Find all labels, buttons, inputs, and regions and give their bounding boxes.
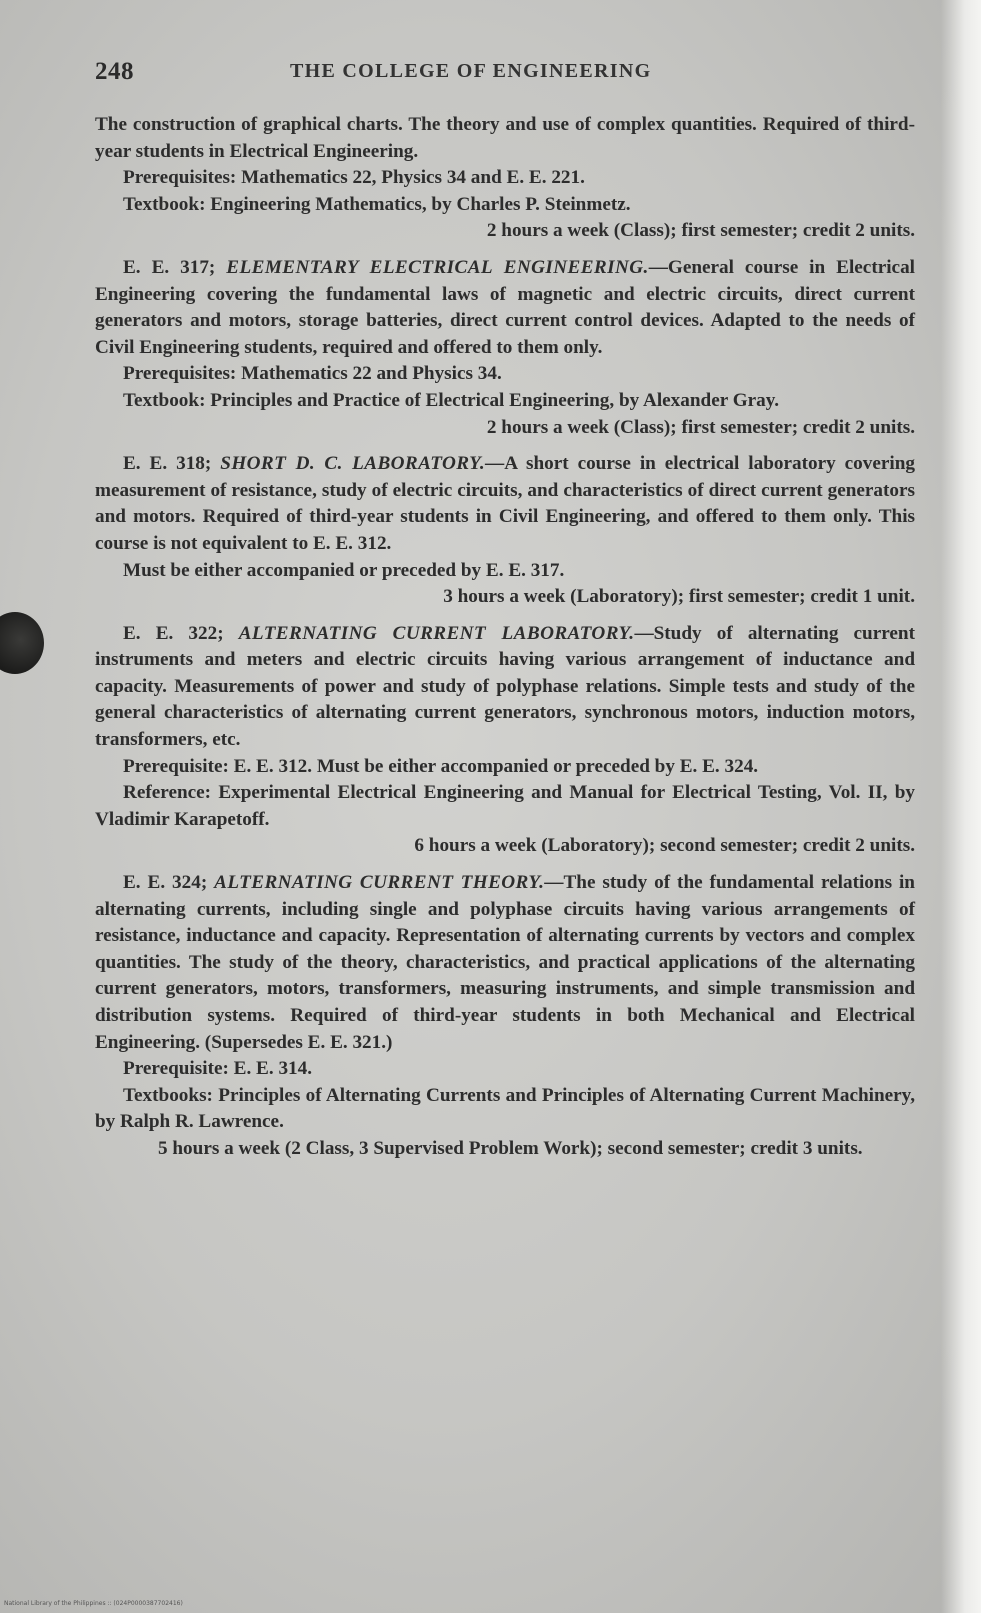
library-credit: National Library of the Philippines :: (024P0000387702416) <box>4 1600 183 1607</box>
prerequisites-line: Prerequisite: E. E. 312. Must be either accompanied or preceded by E. E. 324. <box>123 755 759 777</box>
course-description: —Study of alternating current instruments and meters and electric circuits having various arrangement of inductance and capacity. Measurements of power and study of polyphase relations. Simple tests and study of the general characteristics of alternating current generators, synchronous motors, induction motors, transformers, etc. <box>95 622 915 751</box>
course-title: ELEMENTARY ELECTRICAL ENGINEERING. <box>226 256 649 278</box>
course-title: ALTERNATING CURRENT THEORY. <box>214 872 545 894</box>
reference-line: Reference: Experimental Electrical Engineering and Manual for Electrical Testing, Vol. II, by Vladimir Karapetoff. <box>95 782 915 830</box>
course-ee318 <box>95 451 915 557</box>
hours-line: 2 hours a week (Class); first semester; credit 2 units. <box>486 220 915 242</box>
course-code: E. E. 322; <box>123 622 224 644</box>
page-edge-highlight <box>941 0 981 1613</box>
prerequisites-line: Prerequisites: Mathematics 22, Physics 34 and E. E. 221. <box>123 167 585 189</box>
course-description: —A short course in electrical laboratory covering measurement of resistance, study of electric circuits, and characteristics of direct current generators and motors. Required of third-year students in Civil Engineering, and offered to them only. This course is not equivalent to E. E. 312. <box>95 453 915 554</box>
page-number: 248 <box>95 58 134 85</box>
note-line: Must be either accompanied or preceded by E. E. 317. <box>123 559 565 581</box>
page-body <box>95 112 915 1163</box>
course-title: SHORT D. C. LABORATORY. <box>220 453 486 475</box>
course-code: E. E. 324; <box>123 872 208 894</box>
textbook-line: Textbook: Principles and Practice of Electrical Engineering, by Alexander Gray. <box>123 389 780 411</box>
course-description: —The study of the fundamental relations in alternating currents, including single and polyphase circuits having various arrangements of resistance, inductance and capacity. Representation of alternating currents by vectors and complex quantities. The study of the theory, characteristics, and practical applications of the alternating current generators, motors, transformers, measuring instruments, and simple transmission and distribution systems. Required of third-year students in both Mechanical and Electrical Engineering. (Supersedes E. E. 321.) <box>95 872 915 1053</box>
hours-line: 3 hours a week (Laboratory); first semester; credit 1 unit. <box>443 586 915 608</box>
textbooks-line: Textbooks: Principles of Alternating Currents and Principles of Alternating Current Machinery, by Ralph R. Lawrence. <box>95 1084 915 1133</box>
course-title: ALTERNATING CURRENT LABORATORY. <box>238 622 635 644</box>
hours-line: 5 hours a week (2 Class, 3 Supervised Problem Work); second semester; credit 3 units. <box>158 1137 863 1159</box>
course-ee317 <box>95 255 915 361</box>
hours-line: 6 hours a week (Laboratory); second semester; credit 2 units. <box>414 835 915 857</box>
page-header <box>95 58 915 88</box>
running-head: THE COLLEGE OF ENGINEERING <box>290 60 652 82</box>
textbook-line: Textbook: Engineering Mathematics, by Charles P. Steinmetz. <box>123 193 631 215</box>
course-description: —General course in Electrical Engineering covering the fundamental laws of magnetic and electric circuits, direct current generators and motors, storage batteries, direct current control devices. Adapted to the needs of Civil Engineering students, required and offered to them only. <box>95 256 915 358</box>
course-code: E. E. 317; <box>123 256 216 278</box>
course-code: E. E. 318; <box>123 453 212 475</box>
scanner-thumb-shadow <box>0 612 44 674</box>
prerequisites-line: Prerequisites: Mathematics 22 and Physics 34. <box>123 363 502 385</box>
prerequisites-line: Prerequisite: E. E. 314. <box>123 1058 313 1080</box>
hours-line: 2 hours a week (Class); first semester; credit 2 units. <box>486 416 915 438</box>
continued-paragraph: The construction of graphical charts. The theory and use of complex quantities. Required of third-year students in Electrical Engineering. <box>95 114 915 162</box>
course-ee324 <box>95 870 915 1056</box>
course-ee322 <box>95 621 915 754</box>
